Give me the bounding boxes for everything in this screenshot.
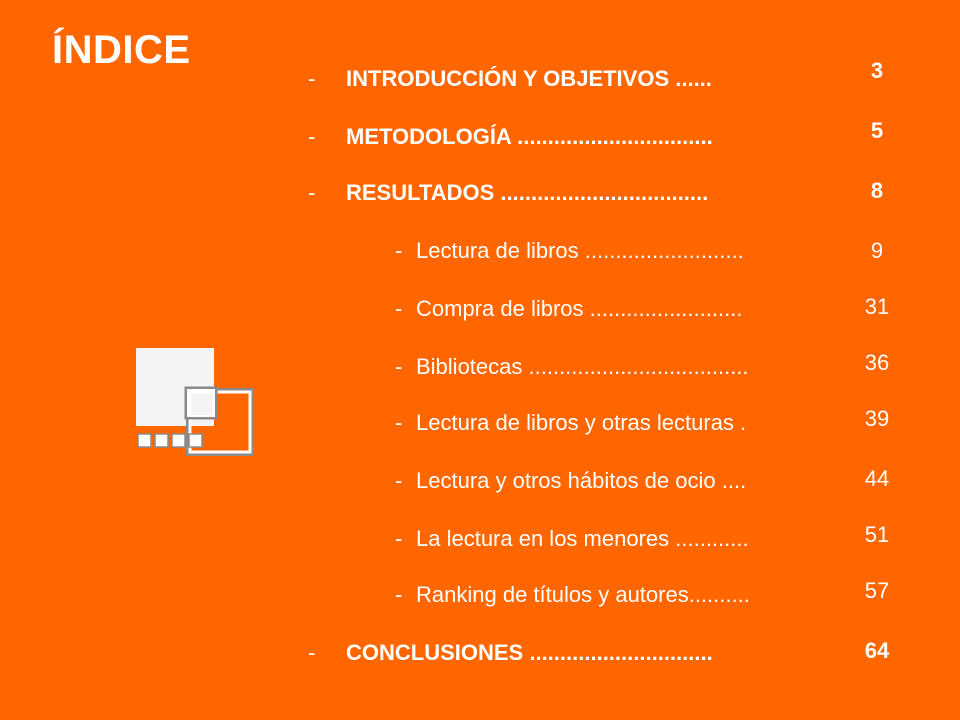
toc-entry[interactable]	[0, 578, 960, 622]
toc-entry[interactable]	[0, 350, 960, 394]
toc-entry-label: Lectura de libros ..........................	[416, 238, 744, 263]
toc-page-number: 57	[864, 578, 890, 603]
toc-entry-label: CONCLUSIONES ..............................	[346, 640, 713, 665]
toc-entry-label: INTRODUCCIÓN Y OBJETIVOS ......	[346, 66, 712, 91]
toc-entry-label: Compra de libros .........................	[416, 296, 743, 321]
toc-page-number: 36	[864, 350, 890, 375]
toc-dash: -	[308, 180, 316, 205]
toc-page-number: 39	[864, 406, 890, 431]
toc-entry[interactable]	[0, 118, 960, 164]
toc-entry-label: Lectura de libros y otras lecturas .	[416, 410, 747, 435]
toc-entry[interactable]	[0, 180, 960, 220]
toc-entry[interactable]	[0, 238, 960, 278]
page-title: ÍNDICE	[52, 28, 191, 72]
toc-entry-label: METODOLOGÍA ................................	[346, 124, 713, 149]
toc-entry[interactable]	[0, 640, 960, 680]
toc-dash: -	[395, 582, 403, 607]
toc-dash: -	[308, 640, 316, 665]
toc-entry-label: RESULTADOS ..................................	[346, 180, 709, 205]
toc-dash: -	[395, 526, 403, 551]
toc-dash: -	[395, 354, 403, 379]
toc-page-number: 9	[870, 238, 884, 263]
toc-entry-label: La lectura en los menores ............	[416, 526, 749, 551]
toc-page-number: 3	[870, 58, 884, 83]
toc-entry[interactable]	[0, 406, 960, 450]
toc-entry-label: Ranking de títulos y autores..........	[416, 582, 750, 607]
toc-dash: -	[395, 296, 403, 321]
toc-entry-label: Bibliotecas ....................................	[416, 354, 749, 379]
toc-page-number: 64	[864, 638, 890, 663]
toc-page-number: 44	[864, 466, 890, 491]
toc-page-number: 31	[864, 294, 890, 319]
toc-entry-label: Lectura y otros hábitos de ocio ....	[416, 468, 747, 493]
toc-dash: -	[308, 66, 316, 91]
toc-dash: -	[308, 124, 316, 149]
toc-page-number: 5	[870, 118, 884, 143]
toc-entry[interactable]	[0, 468, 960, 508]
toc-entry[interactable]	[0, 522, 960, 566]
toc-dash: -	[395, 468, 403, 493]
toc-dash: -	[395, 410, 403, 435]
toc-page-number: 51	[864, 522, 890, 547]
toc-entry[interactable]	[0, 296, 960, 336]
toc-page-number: 8	[870, 178, 884, 203]
toc-dash: -	[395, 238, 403, 263]
toc-entry[interactable]	[0, 58, 960, 106]
